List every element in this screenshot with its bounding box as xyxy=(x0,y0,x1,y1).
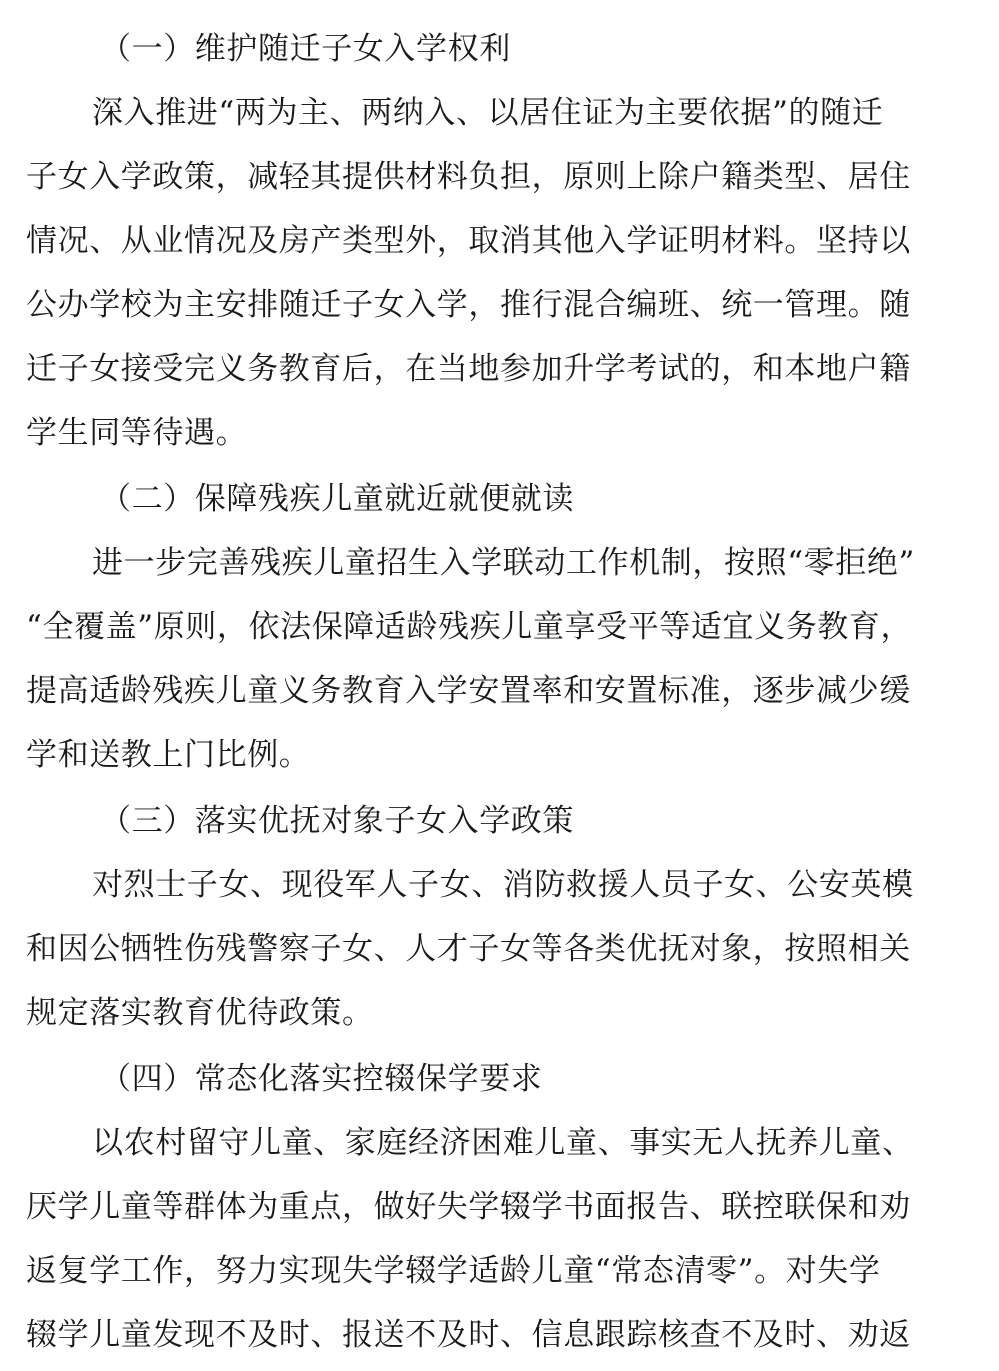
section-2-line-1: 进一步完善残疾儿童招生入学联动工作机制，按照“零拒绝” xyxy=(92,545,915,581)
section-1-line-5: 迁子女接受完义务教育后，在当地参加升学考试的，和本地户籍 xyxy=(26,351,911,387)
section-2-line-2: “全覆盖”原则，依法保障适龄残疾儿童享受平等适宜义务教育， xyxy=(26,609,913,645)
section-1-line-3: 情况、从业情况及房产类型外，取消其他入学证明材料。坚持以 xyxy=(26,223,911,259)
section-3-heading: （三）落实优抚对象子女入学政策 xyxy=(100,803,574,839)
section-4-line-4: 辍学儿童发现不及时、报送不及时、信息跟踪核查不及时、劝返 xyxy=(26,1317,911,1353)
section-4-line-2: 厌学儿童等群体为重点，做好失学辍学书面报告、联控联保和劝 xyxy=(26,1189,911,1225)
section-2-heading: （二）保障残疾儿童就近就便就读 xyxy=(100,481,574,517)
section-3-line-2: 和因公牺牲伤残警察子女、人才子女等各类优抚对象，按照相关 xyxy=(26,931,911,967)
section-1-heading: （一）维护随迁子女入学权利 xyxy=(100,31,511,67)
section-1-line-4: 公办学校为主安排随迁子女入学，推行混合编班、统一管理。随 xyxy=(26,287,911,323)
section-4-heading: （四）常态化落实控辍保学要求 xyxy=(100,1061,543,1097)
section-3-line-1: 对烈士子女、现役军人子女、消防救援人员子女、公安英模 xyxy=(92,867,914,903)
section-1-line-1: 深入推进“两为主、两纳入、以居住证为主要依据”的随迁 xyxy=(92,95,884,131)
section-1-line-2: 子女入学政策，减轻其提供材料负担，原则上除户籍类型、居住 xyxy=(26,159,911,195)
section-1-line-6: 学生同等待遇。 xyxy=(26,415,248,451)
section-3-line-3: 规定落实教育优待政策。 xyxy=(26,995,374,1031)
section-4-line-3: 返复学工作，努力实现失学辍学适龄儿童“常态清零”。对失学 xyxy=(26,1253,881,1289)
section-2-line-3: 提高适龄残疾儿童义务教育入学安置率和安置标准，逐步减少缓 xyxy=(26,673,911,709)
section-4-line-1: 以农村留守儿童、家庭经济困难儿童、事实无人抚养儿童、 xyxy=(92,1125,914,1161)
section-2-line-4: 学和送教上门比例。 xyxy=(26,737,311,773)
